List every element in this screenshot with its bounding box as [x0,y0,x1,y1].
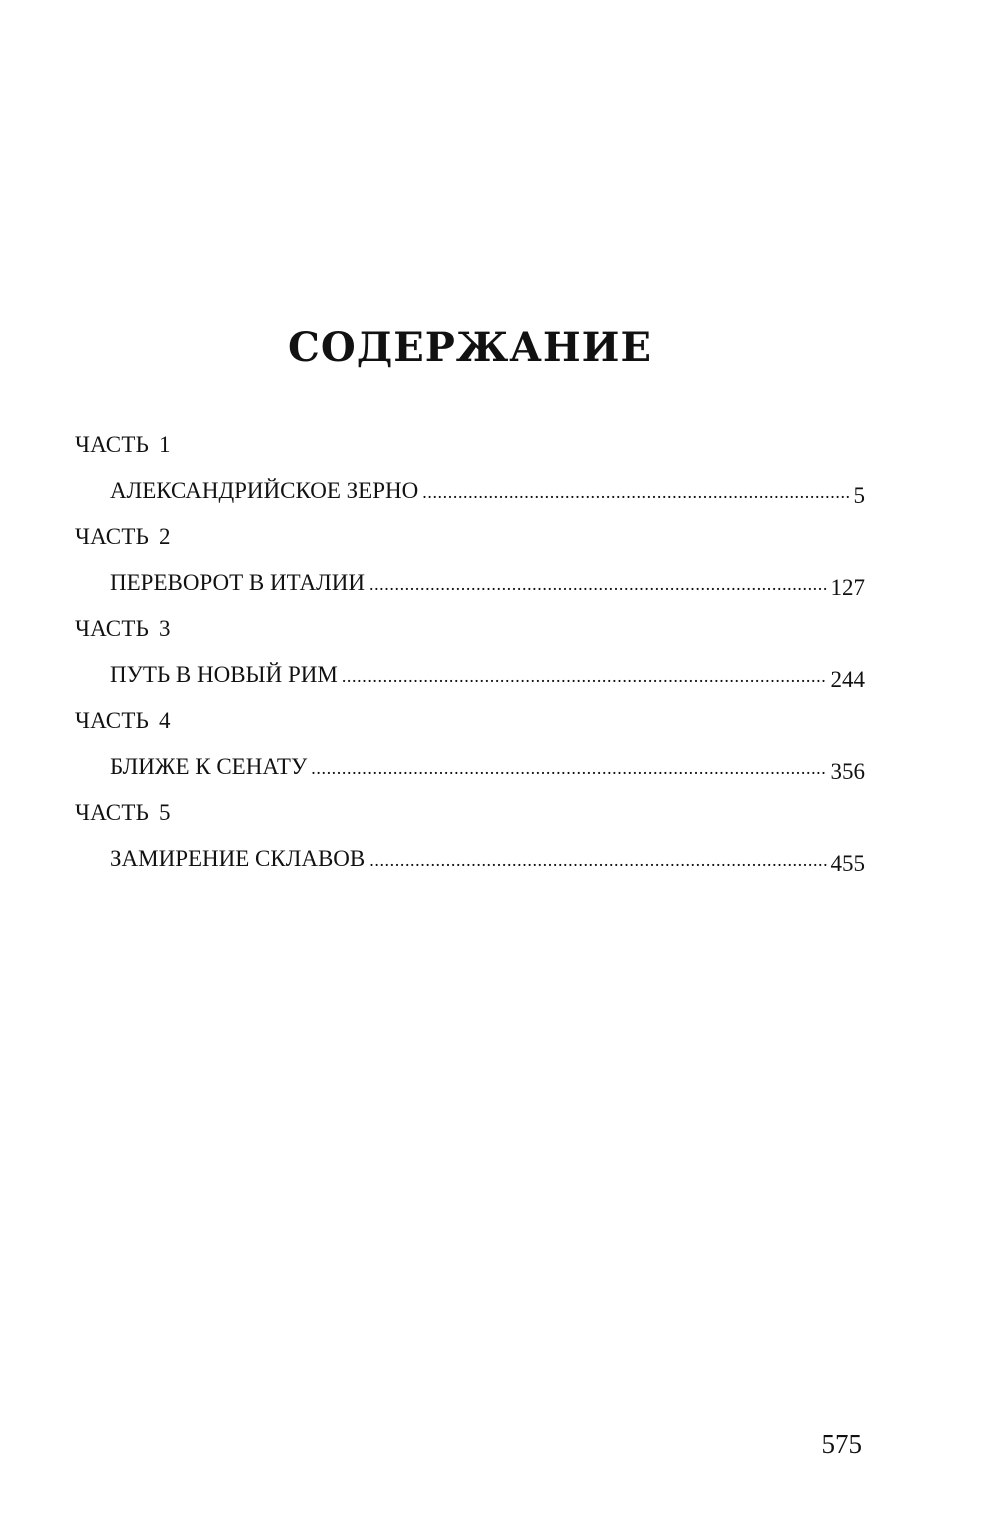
part-label: ЧАСТЬ [75,800,150,825]
toc-entry-5[interactable] [110,836,865,882]
dot-leader [369,837,826,883]
toc-entry-3[interactable] [110,652,865,698]
page-number: 5 [853,483,865,508]
dot-leader [422,469,849,515]
chapter-title: ПЕРЕВОРОТ В ИТАЛИИ [110,570,365,595]
page-number: 127 [830,575,865,600]
part-number: 3 [158,616,171,641]
chapter-title: ПУТЬ В НОВЫЙ РИМ [110,662,338,687]
dot-leader [342,653,827,699]
part-heading-2 [75,514,865,560]
part-label: ЧАСТЬ [75,616,150,641]
part-label: ЧАСТЬ [75,524,150,549]
part-number: 2 [158,524,171,549]
part-heading-3 [75,606,865,652]
page-title: СОДЕРЖАНИЕ [288,324,652,371]
table-of-contents [75,422,865,882]
dot-leader [369,561,827,607]
page-number: 356 [830,759,865,784]
part-number: 1 [158,432,171,457]
folio-page-number: 575 [821,1429,862,1459]
page-number: 455 [830,851,865,876]
chapter-title: ЗАМИРЕНИЕ СКЛАВОВ [110,846,366,871]
toc-entry-4[interactable] [110,744,865,790]
toc-entry-2[interactable] [110,560,865,606]
part-number: 5 [158,800,171,825]
dot-leader [311,745,826,791]
part-heading-4 [75,698,865,744]
part-heading-1 [75,422,865,468]
part-number: 4 [158,708,171,733]
chapter-title: АЛЕКСАНДРИЙСКОЕ ЗЕРНО [110,478,419,503]
chapter-title: БЛИЖЕ К СЕНАТУ [110,754,308,779]
page-number: 244 [830,667,865,692]
part-label: ЧАСТЬ [75,708,150,733]
toc-entry-1[interactable] [110,468,865,514]
part-heading-5 [75,790,865,836]
part-label: ЧАСТЬ [75,432,150,457]
